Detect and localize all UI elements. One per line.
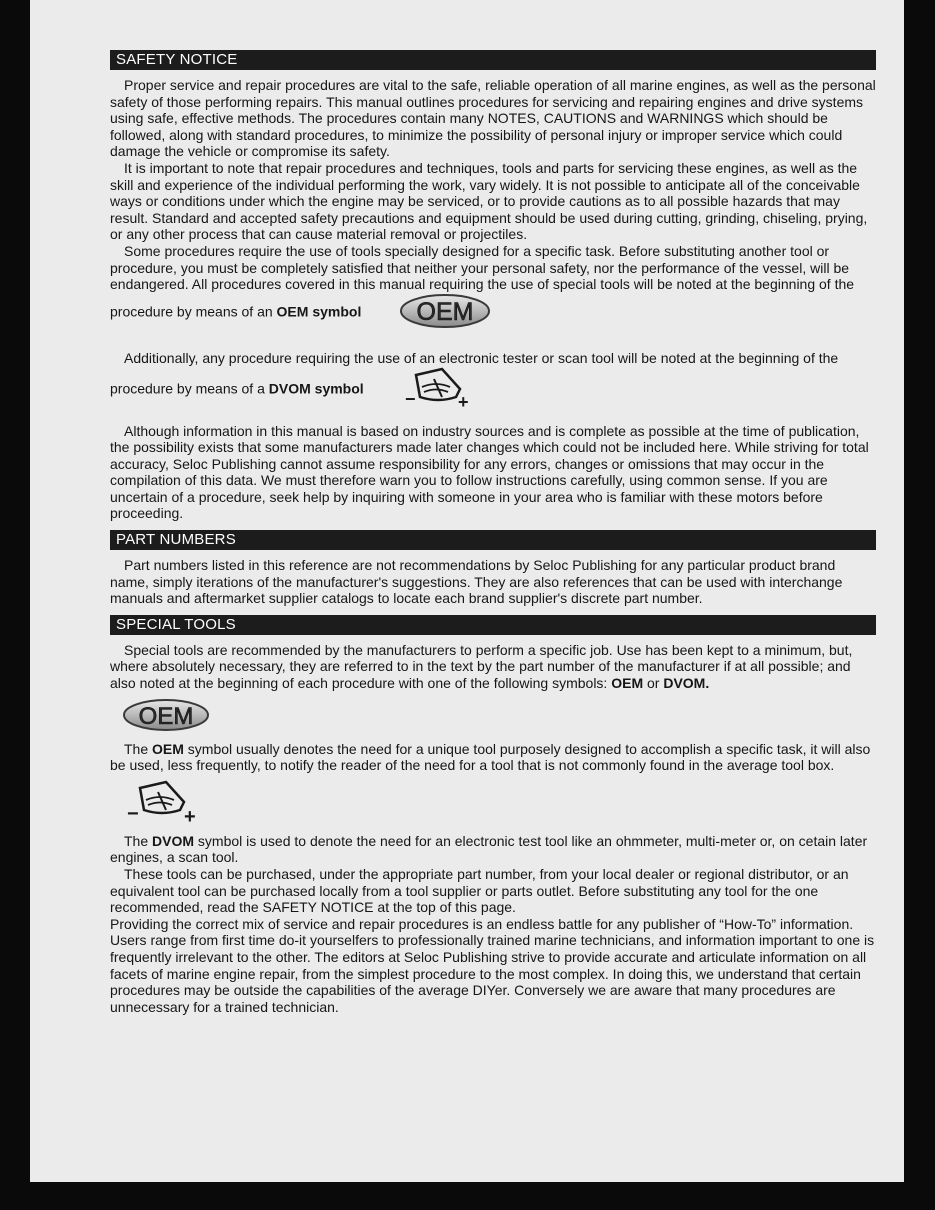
special-tools-paragraph-5: Providing the correct mix of service and repair procedures is an endless battle for any publisher of “How-To” information. Users range from first time do-it yourselfers to professionally trained marine technicians, and information important to one is frequently irrelevant to the other. The editors at Seloc Publishing strive to provide accurate and articulate information on all facets of marine engine repair, from the simplest procedure to the most complex. In doing this, we understand that certain procedures may be outside the capabilities of the average DIYer. Conversely we are aware that many procedures are unnecessary for a trained technician. <box>110 915 875 1015</box>
safety-paragraph-3-text: Some procedures require the use of tools specially designed for a specific task. Before substituting another tool or procedure, you must be completely satisfied that neither your personal safety, nor the performance of the vessel, will be endangered. All procedures covered in this manual requiring the use of special tools will be noted at the beginning of the procedure by means of an <box>110 242 855 320</box>
dvom-icon <box>388 367 472 413</box>
oem-block-text: OEM <box>138 702 194 730</box>
special-tools-paragraph-2 <box>110 741 876 774</box>
dvom-minus: − <box>404 388 416 409</box>
dvom-block-plus: + <box>184 805 196 824</box>
dvom-block-minus: − <box>127 802 139 824</box>
special-tools-paragraph-1 <box>110 642 876 692</box>
special-tools-header: SPECIAL TOOLS <box>110 615 876 635</box>
dvom-icon-block <box>122 780 876 829</box>
oem-icon <box>385 293 491 333</box>
dvom-plus: + <box>457 391 469 409</box>
safety-notice-header: SAFETY NOTICE <box>110 50 876 70</box>
oem-icon-text: OEM <box>416 297 474 326</box>
oem-symbol-label: OEM symbol <box>276 303 362 320</box>
part-numbers-header: PART NUMBERS <box>110 530 876 550</box>
safety-paragraph-3 <box>110 243 876 332</box>
dvom-symbol-label: DVOM symbol <box>268 380 364 397</box>
safety-paragraph-4-text: Additionally, any procedure requiring the use of an electronic tester or scan tool will be noted at the beginning of the procedure by means of a <box>110 350 839 397</box>
special-tools-paragraph-3-dvom: DVOM <box>152 832 195 849</box>
special-tools-paragraph-3-text: symbol is used to denote the need for an electronic test tool like an ohmmeter, multi-meter or, on cetain later engines, a scan tool. <box>110 832 868 866</box>
special-tools-dvom-word: DVOM. <box>663 675 710 692</box>
part-numbers-paragraph: Part numbers listed in this reference are not recommendations by Seloc Publishing for any particular product brand name, simply iterations of the manufacturer's suggestions. They are also references that can be used with interchange manuals and aftermarket supplier catalogs to locate each brand supplier's discrete part number. <box>110 557 843 607</box>
safety-paragraph-2: It is important to note that repair procedures and techniques, tools and parts for servicing these engines, as well as the skill and experience of the individual performing the work, vary widely. It is not possible to anticipate all of the conceivable ways or conditions under which the engine may be serviced, or to provide cautions as to all possible hazards that may result. Standard and accepted safety precautions and equipment should be used during cutting, grinding, chiseling, prying, or any other process that can cause material removal or projectiles. <box>110 159 868 243</box>
special-tools-paragraph-3 <box>110 833 876 866</box>
special-tools-paragraph-4: These tools can be purchased, under the appropriate part number, from your local dealer or regional distributor, or an equivalent tool can be purchased locally from a tool supplier or parts outlet. Before substituting any tool for the one recommended, read the SAFETY NOTICE at the top of this page. <box>110 866 849 916</box>
special-tools-or: or <box>643 675 664 692</box>
special-tools-oem-word: OEM <box>611 675 644 692</box>
special-tools-paragraph-2-oem: OEM <box>152 740 184 757</box>
safety-paragraph-4 <box>110 350 876 412</box>
special-tools-paragraph-2-text: symbol usually denotes the need for a unique tool purposely designed to accomplish a specific task, it will also be used, less frequently, to notify the reader of the need for a tool that is not commonly found in the average tool box. <box>110 740 871 774</box>
special-tools-paragraph-2-pre: The <box>124 740 153 757</box>
special-tools-paragraph-1-text: Special tools are recommended by the manufacturers to perform a specific job. Use has been kept to a minimum, but, where absolutely necessary, they are referred to in the text by the part number of the manufacturer if at all possible; and also noted at the beginning of each procedure with one of the following symbols: <box>110 641 853 692</box>
safety-paragraph-1: Proper service and repair procedures are vital to the safe, reliable operation of all marine engines, as well as the personal safety of those performing repairs. This manual outlines procedures for servicing and repairing engines and drive systems using safe, effective methods. The procedures contain many NOTES, CAUTIONS and WARNINGS which should be followed, along with standard procedures, to minimize the possibility of personal injury or improper service which could damage the vehicle or compromise its safety. <box>110 77 876 160</box>
special-tools-paragraph-3-pre: The <box>124 832 153 849</box>
safety-paragraph-5: Although information in this manual is based on industry sources and is complete as possible at the time of publication, the possibility exists that some manufacturers made later changes which could not be included here. While striving for total accuracy, Seloc Publishing cannot assume responsibility for any errors, changes or omissions that may occur in the compilation of this data. We must therefore warn you to follow instructions carefully, using common sense. If you are uncertain of a procedure, seek help by inquiring with someone in your area who is familiar with these motors before proceeding. <box>110 422 869 522</box>
manual-page <box>30 0 904 1182</box>
oem-icon-block <box>122 698 876 737</box>
